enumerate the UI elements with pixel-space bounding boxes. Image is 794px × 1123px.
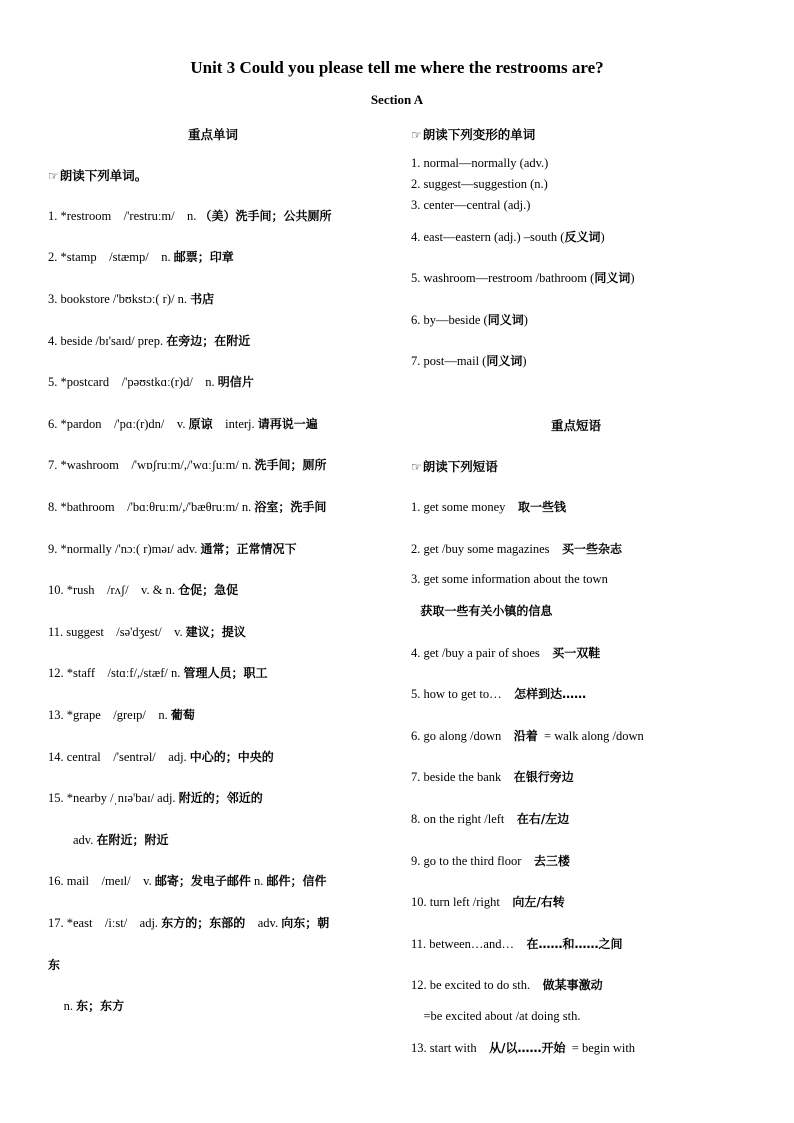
- cn-text: 建议；提议: [185, 625, 246, 639]
- en-text: 4. east—eastern (adj.) –south (: [411, 230, 565, 244]
- vocab-entry: [48, 749, 274, 765]
- en-text: 7. beside the bank: [411, 770, 514, 784]
- vocab-entry: [48, 665, 268, 681]
- cn-text: 从/以……开始: [489, 1041, 566, 1055]
- phrase-entry: [411, 571, 608, 587]
- en-text: = begin with: [565, 1041, 636, 1055]
- en-text: 6. go along /down: [411, 729, 514, 743]
- cn-text: 在右/左边: [516, 812, 570, 826]
- en-text: 12. be excited to do sth.: [411, 978, 543, 992]
- vocab-entry: [48, 998, 124, 1014]
- pointing-hand-icon: ☞: [48, 169, 59, 183]
- key-phrases-heading: 重点短语: [551, 418, 602, 433]
- vocab-entry: [48, 790, 263, 806]
- en-text: 13. start with: [411, 1041, 490, 1055]
- en-text: 4. get /buy a pair of shoes: [411, 646, 553, 660]
- en-text: 9. go to the third floor: [411, 854, 534, 868]
- cn-text: 获取一些有关小镇的信息: [420, 604, 553, 618]
- en-text: 9. *normally /'nɔː( r)məɪ/ adv.: [48, 542, 201, 556]
- en-text: 1. *restroom /'restruːm/ n.: [48, 209, 200, 223]
- en-text: adv.: [48, 833, 97, 847]
- words-instruction: [48, 166, 147, 184]
- en-text: 11. between…and…: [411, 937, 527, 951]
- cn-text: 附近的；邻近的: [178, 791, 263, 805]
- en-text: ): [600, 230, 605, 244]
- en-text: 5. how to get to…: [411, 687, 515, 701]
- cn-text: 书店: [190, 292, 215, 306]
- en-text: n.: [48, 999, 77, 1013]
- cn-text: 同义词: [594, 271, 631, 285]
- vocab-entry: [48, 499, 326, 515]
- vocab-entry: [48, 291, 214, 307]
- cn-text: 取一些钱: [517, 500, 566, 514]
- section-label: Section A: [370, 92, 424, 107]
- en-text: 2. get /buy some magazines: [411, 542, 563, 556]
- en-text: 3. center—central (adj.): [411, 198, 531, 212]
- phrase-entry: [411, 603, 552, 619]
- forms-heading: [411, 125, 535, 143]
- word-form-entry: [411, 197, 530, 213]
- phrase-entry: [411, 977, 603, 993]
- vocab-entry: [48, 832, 169, 848]
- en-text: 15. *nearby /ˌnɪə'baɪ/ adj.: [48, 791, 179, 805]
- cn-text: 邮件；信件: [266, 874, 327, 888]
- phrases-instruction-text: 朗读下列短语: [422, 459, 498, 474]
- cn-text: 同义词: [487, 313, 524, 327]
- en-text: 6. *pardon /'pɑː(r)dn/ v.: [48, 417, 189, 431]
- word-form-entry: [411, 229, 605, 245]
- en-text: ): [522, 354, 527, 368]
- cn-text: 东方的；东部的: [161, 916, 246, 930]
- cn-text: 买一双鞋: [552, 646, 601, 660]
- en-text: 3. get some information about the town: [411, 572, 608, 586]
- phrase-entry: [411, 811, 569, 827]
- en-text: ): [630, 271, 635, 285]
- cn-text: 同义词: [486, 354, 523, 368]
- en-text: 6. by—beside (: [411, 313, 488, 327]
- cn-text: 去三楼: [533, 854, 570, 868]
- cn-text: 原谅: [188, 417, 213, 431]
- phrase-entry: [411, 1040, 635, 1056]
- word-form-entry: [411, 312, 528, 328]
- vocab-entry: [48, 541, 296, 557]
- en-text: 5. washroom—restroom /bathroom (: [411, 271, 595, 285]
- cn-text: （美）洗手间；公共厕所: [199, 209, 332, 223]
- words-instruction-text: 朗读下列单词。: [59, 168, 148, 183]
- en-text: adv.: [245, 916, 282, 930]
- phrase-entry: [411, 769, 574, 785]
- cn-text: 向东；朝: [281, 916, 330, 930]
- en-text: 16. mail /meɪl/ v.: [48, 874, 155, 888]
- phrase-entry: [411, 853, 570, 869]
- vocab-entry: [48, 582, 238, 598]
- cn-text: 做某事激动: [542, 978, 603, 992]
- key-words-heading: 重点单词: [188, 127, 239, 142]
- en-text: 1. get some money: [411, 500, 518, 514]
- phrase-entry: [411, 645, 600, 661]
- en-text: 17. *east /iːst/ adj.: [48, 916, 162, 930]
- cn-text: 买一些杂志: [562, 542, 623, 556]
- cn-text: 明信片: [217, 375, 254, 389]
- cn-text: 向左/右转: [512, 895, 565, 909]
- cn-text: 在银行旁边: [513, 770, 574, 784]
- vocab-entry: [48, 416, 318, 432]
- cn-text: 在……和……之间: [526, 937, 623, 951]
- pointing-hand-icon: ☞: [411, 460, 422, 474]
- word-form-entry: [411, 155, 548, 171]
- en-text: 3. bookstore /'bʊkstɔː( r)/ n.: [48, 292, 191, 306]
- cn-text: 东: [48, 958, 61, 972]
- phrase-entry: [411, 1008, 581, 1024]
- cn-text: 请再说一遍: [257, 417, 318, 431]
- phrase-entry: [411, 541, 622, 557]
- en-text: 2. suggest—suggestion (n.): [411, 177, 548, 191]
- cn-text: 浴室；洗手间: [254, 500, 327, 514]
- cn-text: 反义词: [564, 230, 601, 244]
- phrase-entry: [411, 686, 586, 702]
- en-text: =be excited about /at doing sth.: [411, 1009, 581, 1023]
- cn-text: 中心的；中央的: [189, 750, 274, 764]
- en-text: 13. *grape /greɪp/ n.: [48, 708, 171, 722]
- en-text: 5. *postcard /'pəʊstkɑː(r)d/ n.: [48, 375, 218, 389]
- phrase-entry: [411, 936, 623, 952]
- en-text: 10. turn left /right: [411, 895, 513, 909]
- en-text: interj.: [212, 417, 258, 431]
- cn-text: 沿着: [513, 729, 538, 743]
- en-text: n.: [250, 874, 267, 888]
- phrase-entry: [411, 499, 566, 515]
- cn-text: 邮票；印章: [173, 250, 234, 264]
- en-text: 12. *staff /stɑːf/,/stæf/ n.: [48, 666, 184, 680]
- en-text: 10. *rush /rʌʃ/ v. & n.: [48, 583, 179, 597]
- vocab-entry: [48, 707, 195, 723]
- vocab-entry: [48, 624, 246, 640]
- cn-text: 邮寄；发电子邮件: [154, 874, 251, 888]
- vocab-entry: [48, 208, 332, 224]
- cn-text: 仓促；急促: [178, 583, 239, 597]
- en-text: = walk along /down: [537, 729, 644, 743]
- cn-text: 葡萄: [170, 708, 195, 722]
- phrase-entry: [411, 894, 565, 910]
- cn-text: 在附近；附近: [96, 833, 169, 847]
- en-text: 7. post—mail (: [411, 354, 487, 368]
- vocab-entry: [48, 915, 329, 931]
- cn-text: 怎样到达……: [514, 687, 587, 701]
- cn-text: 在旁边；在附近: [166, 334, 251, 348]
- vocab-entry: [48, 249, 234, 265]
- en-text: 8. *bathroom /'bɑːθruːm/,/'bæθruːm/ n.: [48, 500, 255, 514]
- phrase-entry: [411, 728, 644, 744]
- cn-text: 洗手间；厕所: [254, 458, 327, 472]
- en-text: 1. normal—normally (adv.): [411, 156, 549, 170]
- word-form-entry: [411, 270, 635, 286]
- en-text: 11. suggest /sə'dʒest/ v.: [48, 625, 186, 639]
- en-text: 4. beside /bɪ'saɪd/ prep.: [48, 334, 167, 348]
- vocab-entry: [48, 374, 254, 390]
- en-text: 7. *washroom /'wɒʃruːm/,/'wɑːʃuːm/ n.: [48, 458, 255, 472]
- phrases-instruction: [411, 457, 498, 475]
- pointing-hand-icon: ☞: [411, 128, 422, 142]
- cn-text: 东；东方: [76, 999, 125, 1013]
- vocab-entry: [48, 873, 326, 889]
- vocab-entry: [48, 457, 326, 473]
- en-text: 8. on the right /left: [411, 812, 517, 826]
- en-text: 14. central /'sentrəl/ adj.: [48, 750, 190, 764]
- word-form-entry: [411, 353, 527, 369]
- vocab-entry: [48, 333, 250, 349]
- page-title: Unit 3 Could you please tell me where the restrooms are?: [190, 58, 604, 77]
- forms-heading-text: 朗读下列变形的单词: [422, 127, 536, 142]
- cn-text: 通常；正常情况下: [200, 542, 297, 556]
- en-text: ): [523, 313, 528, 327]
- en-text: 2. *stamp /stæmp/ n.: [48, 250, 174, 264]
- word-form-entry: [411, 176, 548, 192]
- cn-text: 管理人员；职工: [183, 666, 268, 680]
- en-text: [411, 604, 420, 618]
- vocab-entry: [48, 957, 60, 973]
